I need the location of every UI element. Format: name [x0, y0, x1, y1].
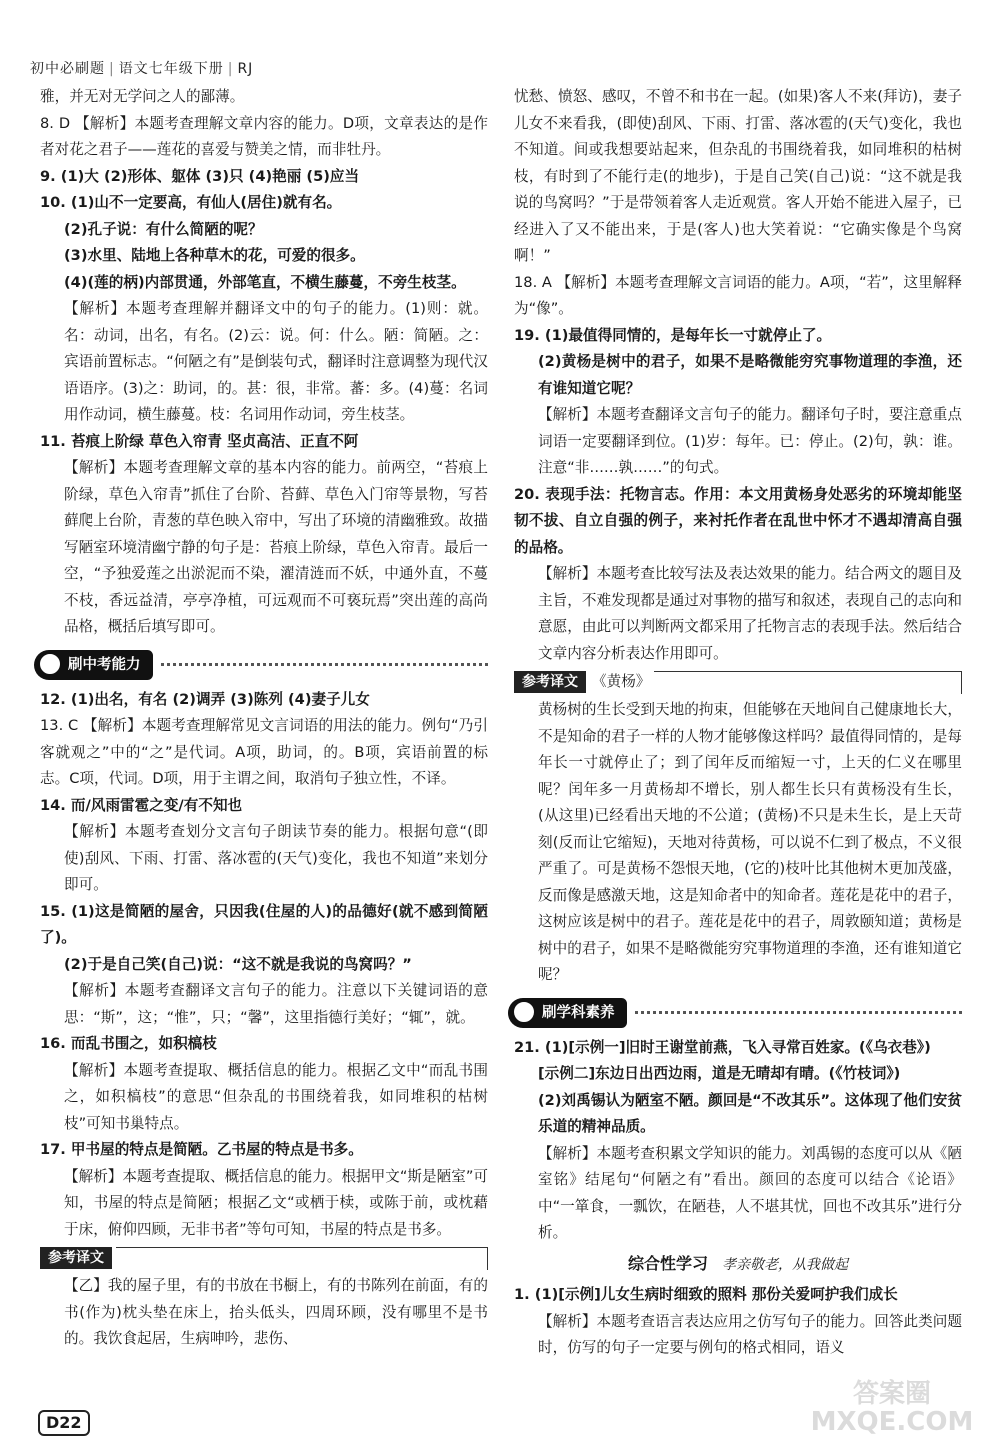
page-header: 初中必刷题 | 语文七年级下册 | RJ [30, 61, 254, 77]
answer-21-2: (2)刘禹锡认为陋室不陋。颜回是“不改其乐”。这体现了他们安贫乐道的精神品质。 [538, 1091, 962, 1135]
analysis-17: 【解析】本题考查提取、概括信息的能力。根据甲文“斯是陋室”可知，书屋的特点是简陋；根据乙文“或栖于椟，或陈于前，或枕藉于床，俯仰四顾，无非书者”等句可知，书屋的特点是书多。 [64, 1167, 488, 1238]
answer-1-1: 1. (1)[示例]儿女生病时细致的照料 那份关爱呵护我们成长 [514, 1286, 898, 1303]
answer-19-1: 19. (1)最值得同情的，是每年长一寸就停止了。 [514, 326, 832, 344]
answer-9: 9. (1)大 (2)形体、躯体 (3)只 (4)艳丽 (5)应当 [40, 167, 360, 185]
answer-14: 14. 而/风雨雷雹之变/有不知也 [40, 796, 243, 814]
section-badge: 刷中考能力 [34, 650, 153, 680]
left-column [40, 84, 488, 1353]
comprehensive-title [514, 1251, 962, 1279]
book-name: 初中必刷题 [30, 61, 105, 77]
section-header-literacy [508, 995, 962, 1031]
analysis-19: 【解析】本题考查翻译文言句子的能力。翻译句子时，要注意重点词语一定要翻译到位。(1)岁：每年。已：停止。(2)句，孰：谁。注意“非……孰……”的句式。 [538, 406, 962, 476]
answer-20: 20. 表现手法：托物言志。作用：本文用黄杨身处恶劣的环境却能坚韧不拔、自立自强的例子，来衬托作者在乱世中怀才不遇却清高自强的品格。 [514, 485, 962, 556]
right-column [514, 84, 962, 1362]
answer-15-2: (2)于是自己笑(自己)说：“这不就是我说的鸟窝吗？” [64, 955, 412, 973]
subject-name: 语文七年级下册 [118, 61, 224, 77]
reference-title: 《黄杨》 [592, 672, 651, 690]
answer-10-1: 10. (1)山不一定要高，有仙人(居住)就有名。 [40, 194, 342, 211]
answer-11: 11. 苔痕上阶绿 草色入帘青 坚贞高洁、正直不阿 [40, 432, 359, 450]
reference-label: 参考译文 [40, 1247, 112, 1269]
answer-19-2: (2)黄杨是树中的君子，如果不是略微能穷究事物道理的李渔，还有谁知道它呢？ [538, 353, 962, 397]
translation-huangyang: 黄杨树的生长受到天地的拘束，但能够在天地间自己健康地长大，不是知命的君子一样的人物才能够像这样吗？最值得同情的，是每年长一寸就停止了；到了闰年反而缩短一寸，上天的仁义在哪里呢？闰年多一月黄杨却不增长，别人都生长只有黄杨没有生长，(从这里)已经看出天地的不公道；(黄杨)不只是未生长，是上天苛刻(反而让它缩短)，天地对待黄杨，可以说不仁到了极点，不义很严重了。可是黄杨不怨恨天地，(它的)枝叶比其他树木更加茂盛，反而像是感激天地，这是知命者中的知命者。莲花是花中的君子，这树应该是树中的君子。莲花是花中的君子，周敦颐知道；黄杨是树中的君子，如果不是略微能穷究事物道理的李渔，还有谁知道它呢？ [538, 701, 962, 983]
answer-8: 8. D 【解析】本题考查理解文章内容的能力。D项，文章表达的是作者对花之君子——莲花的喜爱与赞美之情，而非牡丹。 [40, 114, 488, 158]
analysis-21: 【解析】本题考查积累文学知识的能力。刘禹锡的态度可以从《陋室铭》结尾句“何陋之有”看出。颜回的态度可以结合《论语》中“一箪食，一瓢饮，在陋巷，人不堪其忧，回也不改其乐”进行分析。 [538, 1144, 962, 1241]
answer-10-3: (3)水里、陆地上各种草木的花，可爱的很多。 [64, 247, 365, 264]
section-header-exam [34, 647, 488, 683]
analysis-14: 【解析】本题考查划分文言句子朗读节奏的能力。根据句意“(即使)刮风、下雨、打雷、落冰雹的(天气)变化，我也不知道”来划分即可。 [64, 823, 488, 893]
answer-17: 17. 甲书屋的特点是简陋。乙书屋的特点是书多。 [40, 1141, 363, 1158]
answer-10-4: (4)(莲的柄)内部贯通，外部笔直，不横生藤蔓，不旁生枝茎。 [64, 273, 466, 291]
reference-translation-header [40, 1246, 488, 1270]
answer-21-1: 21. (1)[示例一]旧时王谢堂前燕，飞入寻常百姓家。(《乌衣巷》) [514, 1038, 931, 1056]
reference-translation-header [514, 670, 962, 694]
answer-16: 16. 而乱书围之，如积槁枝 [40, 1035, 217, 1052]
answer-10-2: (2)孔子说：有什么简陋的呢？ [64, 220, 263, 238]
answer-13: 13. C 【解析】本题考查理解常见文言词语的用法的能力。例句“乃引客就观之”中的“之”是代词。A项，助词，的。B项，宾语前置的标志。C项，代词。D项，用于主谓之间，取消句子独立性，不译。 [40, 717, 488, 787]
answer-12: 12. (1)出名，有名 (2)调弄 (3)陈列 (4)妻子儿女 [40, 690, 370, 708]
section-title: 综合性学习 [627, 1253, 708, 1273]
answer-21-example2: [示例二]东边日出西边雨，道是无晴却有晴。(《竹枝词》) [538, 1065, 901, 1082]
translation-text: 【乙】我的屋子里，有的书放在书橱上，有的书陈列在前面，有的书(作为)枕头垫在床上，抬头低头，四周环顾，没有哪里不是书的。我饮食起居，生病呻吟，悲伤、 [64, 1277, 488, 1347]
analysis-1: 【解析】本题考查语言表达应用之仿写句子的能力。回答此类问题时，仿写的句子一定要与例句的格式相同，语义 [538, 1312, 962, 1356]
section-badge: 刷学科素养 [508, 998, 627, 1028]
answer-15-1: 15. (1)这是简陋的屋舍，只因我(住屋的人)的品德好(就不感到简陋了)。 [40, 902, 488, 946]
section-subtitle: 孝亲敬老，从我做起 [722, 1256, 848, 1273]
reference-label: 参考译文 [514, 671, 586, 693]
analysis-16: 【解析】本题考查提取、概括信息的能力。根据乙文中“而乱书围之，如积槁枝”的意思“但杂乱的书围绕着我，如同堆积的枯树枝”可知书巢特点。 [64, 1061, 488, 1132]
analysis-10: 【解析】本题考查理解并翻译文中的句子的能力。(1)则：就。名：动词，出名，有名。(2)云：说。何：什么。陋：简陋。之：宾语前置标志。“何陋之有”是倒装句式，翻译时注意调整为现代汉语语序。(3)之：助词，的。甚：很，非常。蕃：多。(4)蔓：名词用作动词，横生藤蔓。枝：名词用作动词，旁生枝茎。 [64, 300, 488, 423]
analysis-11: 【解析】本题考查理解文章的基本内容的能力。前两空，“苔痕上阶绿，草色入帘青”抓住了台阶、苔藓、草色入门帘等景物，写苔藓爬上台阶，青葱的草色映入帘中，写出了环境的清幽雅致。故描写陋室环境清幽宁静的句子是：苔痕上阶绿，草色入帘青。最后一空，“予独爱莲之出淤泥而不染，濯清涟而不妖，中通外直，不蔓不枝，香远益清，亭亭净植，可远观而不可亵玩焉”突出莲的高尚品格，概括后填写即可。 [64, 459, 488, 635]
analysis-15: 【解析】本题考查翻译文言句子的能力。注意以下关键词语的意思：“斯”，这；“惟”，只；“馨”，这里指德行美好；“辄”，就。 [64, 982, 488, 1026]
edition-label: RJ [237, 61, 254, 77]
translation-continued: 忧愁、愤怒、感叹，不曾不和书在一起。(如果)客人不来(拜访)，妻子儿女不来看我，(即使)刮风、下雨、打雷、落冰雹的(天气)变化，我也不知道。间或我想要站起来，但杂乱的书围绕着我，如同堆积的枯树枝，有时到了不能行走(的地步)，于是自己笑(自己)说：“这不就是我说的鸟窝吗？”于是带领着客人走近观赏。客人开始不能进入屋子，已经进入了又不能出来，于是(客人)也大笑着说：“它确实像是个鸟窝啊！” [514, 88, 962, 264]
answer-18: 18. A 【解析】本题考查理解文言词语的能力。A项，“若”，这里解释为“像”。 [514, 273, 962, 317]
watermark-logo: 答案圈 MXQE.COM [810, 1379, 974, 1437]
page-number: D22 [38, 1410, 90, 1436]
text-line: 雅，并无对无学问之人的鄙薄。 [40, 88, 245, 105]
analysis-20: 【解析】本题考查比较写法及表达效果的能力。结合两文的题目及主旨，不难发现都是通过对事物的描写和叙述，表现自己的志向和意愿，由此可以判断两文都采用了托物言志的表现手法。然后结合文章内容分析表达作用即可。 [538, 565, 962, 662]
